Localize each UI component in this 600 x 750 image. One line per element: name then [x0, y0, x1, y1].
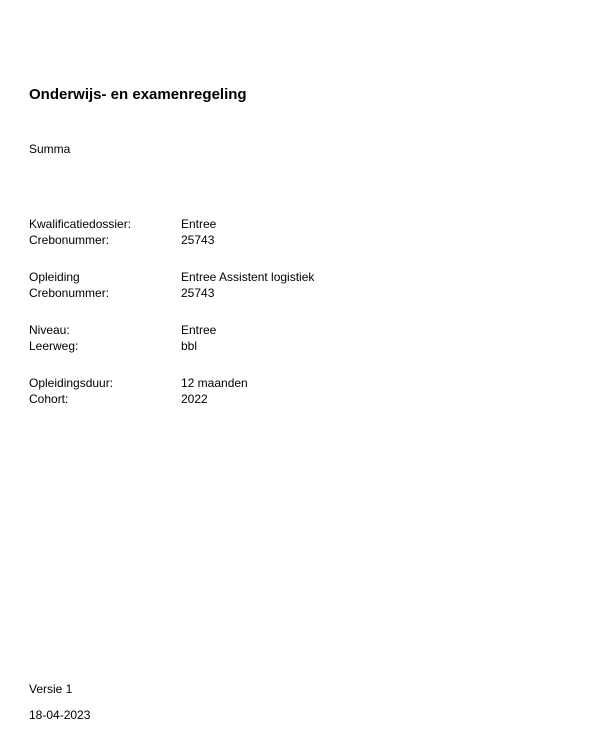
info-value: 25743 [181, 286, 215, 300]
info-label: Leerweg: [29, 339, 79, 353]
info-block-qualification [29, 216, 216, 248]
info-row [29, 338, 216, 354]
info-label: Niveau: [29, 323, 70, 337]
info-row [29, 375, 248, 391]
page-title: Onderwijs- en examenregeling [29, 86, 247, 103]
info-value: Entree [181, 217, 217, 231]
info-block-duration [29, 375, 248, 407]
info-row [29, 322, 216, 338]
info-row [29, 269, 314, 285]
info-row [29, 285, 314, 301]
info-label: Crebonummer: [29, 286, 110, 300]
info-value: bbl [181, 339, 198, 353]
footer-date: 18-04-2023 [29, 708, 91, 722]
info-row [29, 216, 216, 232]
info-label: Crebonummer: [29, 233, 110, 247]
info-row [29, 232, 216, 248]
info-block-level [29, 322, 216, 354]
info-value: 12 maanden [181, 376, 248, 390]
info-label: Opleidingsduur: [29, 376, 114, 390]
info-label: Cohort: [29, 392, 69, 406]
info-label: Kwalificatiedossier: [29, 217, 132, 231]
info-value: Entree Assistent logistiek [181, 270, 315, 284]
info-value: 2022 [181, 392, 208, 406]
info-value: Entree [181, 323, 217, 337]
info-row [29, 391, 248, 407]
info-label: Opleiding [29, 270, 80, 284]
organization-name: Summa [29, 142, 71, 156]
info-value: 25743 [181, 233, 215, 247]
footer-version: Versie 1 [29, 682, 73, 696]
info-block-program [29, 269, 314, 301]
